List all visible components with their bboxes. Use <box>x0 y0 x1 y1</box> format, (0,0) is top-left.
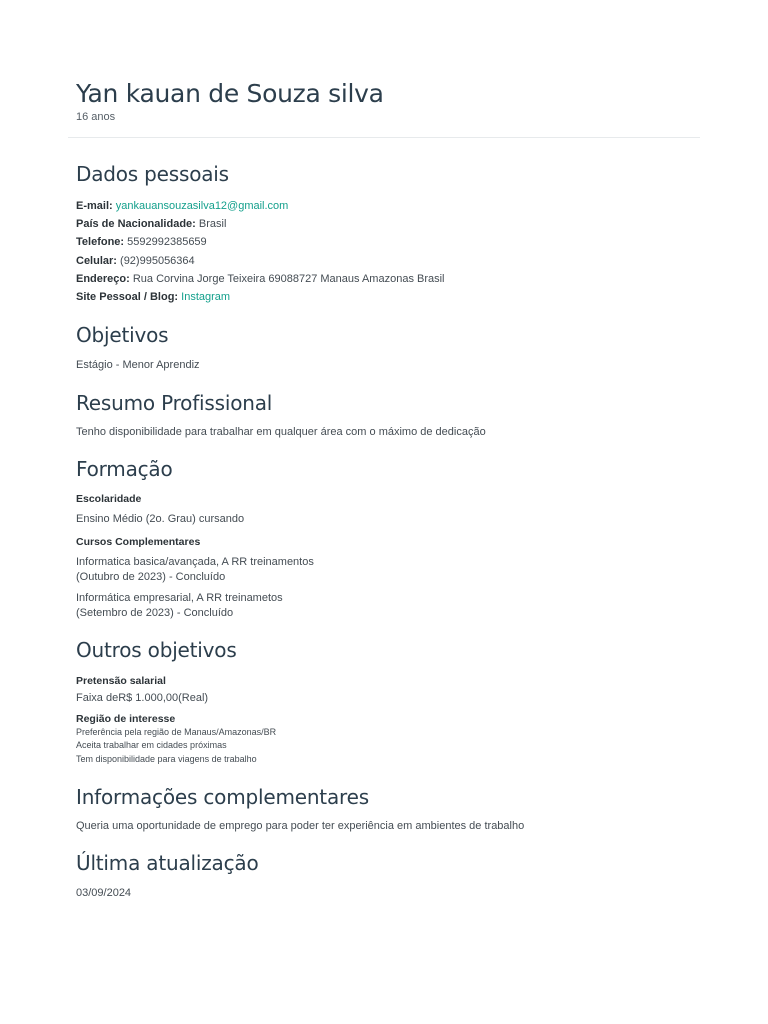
personal-data-list <box>76 197 445 306</box>
site-label: Site Pessoal / Blog: <box>76 291 179 304</box>
phone-value: 5592992385659 <box>127 236 207 249</box>
address-label: Endereço: <box>76 272 130 285</box>
candidate-name: Yan kauan de Souza silva <box>76 79 384 108</box>
phone-label: Telefone: <box>76 236 125 249</box>
course-name: Informática empresarial, A RR treinametos <box>76 592 283 604</box>
resume-header <box>76 78 384 123</box>
section-title-outros-objetivos: Outros objetivos <box>76 638 237 662</box>
mobile-row <box>76 252 445 270</box>
education-value: Ensino Médio (2o. Grau) cursando <box>76 513 245 525</box>
site-row <box>76 288 445 306</box>
phone-row <box>76 233 445 251</box>
section-title-resumo-profissional: Resumo Profissional <box>76 391 273 415</box>
site-link[interactable]: Instagram <box>181 291 231 304</box>
region-list <box>76 726 276 766</box>
region-label: Região de interesse <box>76 713 176 725</box>
course-item <box>76 555 314 585</box>
section-title-ultima-atualizacao: Última atualização <box>76 851 259 875</box>
section-title-formacao: Formação <box>76 457 173 481</box>
address-value: Rua Corvina Jorge Teixeira 69088727 Manaus Amazonas Brasil <box>132 272 445 285</box>
region-line: Aceita trabalhar em cidades próximas <box>76 740 227 751</box>
region-line: Tem disponibilidade para viagens de trabalho <box>76 753 257 764</box>
mobile-label: Celular: <box>76 254 117 267</box>
course-name: Informatica basica/avançada, A RR treinamentos <box>76 556 314 568</box>
region-line: Preferência pela região de Manaus/Amazonas/BR <box>76 727 277 737</box>
course-period: (Setembro de 2023) - Concluído <box>76 607 234 619</box>
section-title-dados-pessoais: Dados pessoais <box>76 162 229 186</box>
email-label: E-mail: <box>76 200 113 212</box>
nationality-value: Brasil <box>198 218 227 231</box>
salary-value: Faixa deR$ 1.000,00(Real) <box>76 692 209 704</box>
email-row <box>76 197 445 215</box>
address-row <box>76 270 445 288</box>
nationality-label: País de Nacionalidade: <box>76 218 196 231</box>
course-item <box>76 591 283 621</box>
candidate-age: 16 anos <box>76 111 116 123</box>
section-title-objetivos: Objetivos <box>76 323 169 347</box>
course-period: (Outubro de 2023) - Concluído <box>76 571 226 583</box>
mobile-value: (92)995056364 <box>120 254 195 267</box>
header-divider <box>68 137 700 138</box>
nationality-row <box>76 215 445 233</box>
education-label: Escolaridade <box>76 493 142 505</box>
section-title-informacoes-complementares: Informações complementares <box>76 785 369 809</box>
additional-info-text: Queria uma oportunidade de emprego para poder ter experiência em ambientes de trabalho <box>76 820 525 832</box>
summary-text: Tenho disponibilidade para trabalhar em qualquer área com o máximo de dedicação <box>76 426 486 438</box>
last-update-date: 03/09/2024 <box>76 887 132 899</box>
courses-label: Cursos Complementares <box>76 536 201 548</box>
email-link[interactable]: yankauansouzasilva12@gmail.com <box>115 200 289 212</box>
salary-label: Pretensão salarial <box>76 675 166 687</box>
objective-text: Estágio - Menor Aprendiz <box>76 359 200 371</box>
